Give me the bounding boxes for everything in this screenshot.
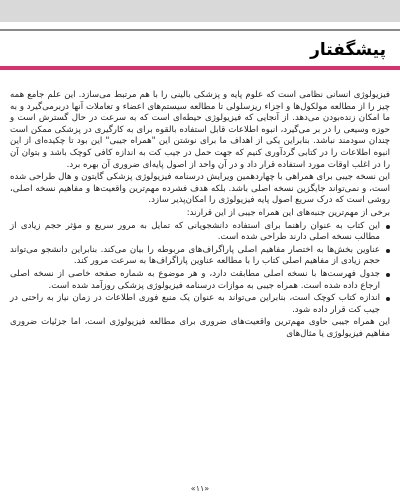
pink-accent-bar [0, 66, 400, 70]
paragraph: این همراه جیبی حاوی مهم‌ترین واقعیت‌های ضروری برای مطالعه فیزیولوژی است، اما جزئیات ضروری مفاهیم فیزیولوژی یا مثال‌های [10, 317, 390, 339]
paragraph: فیزیولوژی انسانی نظامی است که علوم پایه و پزشکی بالینی را با هم مرتبط می‌سازد. این علم جامع همه چیز را از مطالعه مولکول‌ها و اجزاء ریزسلولی تا مطالعه سیستم‌های اعضاء و تعاملات آنها در‌برمی‌گیرد و به ما امکان زنده‌بودن می‌دهد. از آنجایی که فیزیولوژی حیطه‌ای است که به سرعت در حال گسترش است و حوزه وسیعی را در بر می‌گیرد، انبوه اطلاعات قابل استفاده بالقوه برای به کارگیری در پزشکی ممکن است چندان سودمند نباشد. بنابراین یکی از اهداف ما برای نوشتن این "همراه جیبی" این بود تا چکیده‌ای از این انبوه اطلاعات را در کتابی گردآوری کنیم که جهت حمل در جیب کت به اندازه کافی کوچک باشد و بتوان آن را در اغلب اوقات مورد استفاده قرار داد و در آن واحد از اصول پایه‌ای ضروری آن بهره برد. [10, 90, 390, 170]
top-gray-strip [0, 0, 400, 22]
main-content [10, 90, 390, 341]
page-number: «۱۱» [190, 484, 210, 493]
bullet-item [10, 269, 390, 292]
bullet-item [10, 293, 390, 316]
bullet-dot-icon [386, 297, 390, 301]
page-title: پیشگفتار [310, 40, 386, 60]
paragraph: این نسخه جیبی برای همراهی با چهاردهمین ویرایش درسنامه فیزیولوژی پزشکی گایتون و هال طراحی شده است، و نمی‌تواند جایگزین نسخه اصلی باشد. بلکه هدف فشرده مهم‌ترین واقعیت‌ها و مفاهیم نسخه اصلی، روشی است که درک سریع اصول پایه فیزیولوژی را امکان‌پذیر سازد. [10, 172, 390, 206]
bullet-text: اندازه کتاب کوچک است، بنابراین می‌تواند به عنوان یک منبع فوری اطلاعات در زمان نیاز به راحتی در جیب کت قرار داده شود. [10, 293, 380, 315]
bullet-dot-icon [386, 249, 390, 253]
paragraph: برخی از مهم‌ترین جنبه‌های این همراه جیبی از این قرارند: [186, 207, 390, 218]
bullet-list [10, 221, 390, 317]
bullet-dot-icon [386, 225, 390, 229]
bullet-text: عناوین بخش‌ها به اختصار مفاهیم اصلی پاراگراف‌های مربوطه را بیان می‌کند. بنابراین دانشجو می‌تواند حجم زیادی از مفاهیم اصلی کتاب را با مطالعه عناوین پاراگراف‌ها به سرعت مرور کند. [10, 244, 380, 267]
bullet-text: این کتاب به عنوان راهنما برای استفاده دانشجویانی که تمایل به مرور سریع و مؤثر حجم زیادی از مطالب نسخه اصلی دارند طراحی شده است. [10, 220, 380, 243]
bullet-item [10, 221, 390, 244]
bullet-item [10, 245, 390, 268]
bullet-text: جدول فهرست‌ها با نسخه اصلی مطابقت دارد، و هر موضوع به شماره صفحه خاصی از نسخه اصلی ارجاع داده شده است. همراه جیبی به موازات درسنامه فیزیولوژی پزشکی روزآمد شده است. [10, 268, 380, 291]
bullet-dot-icon [386, 273, 390, 277]
